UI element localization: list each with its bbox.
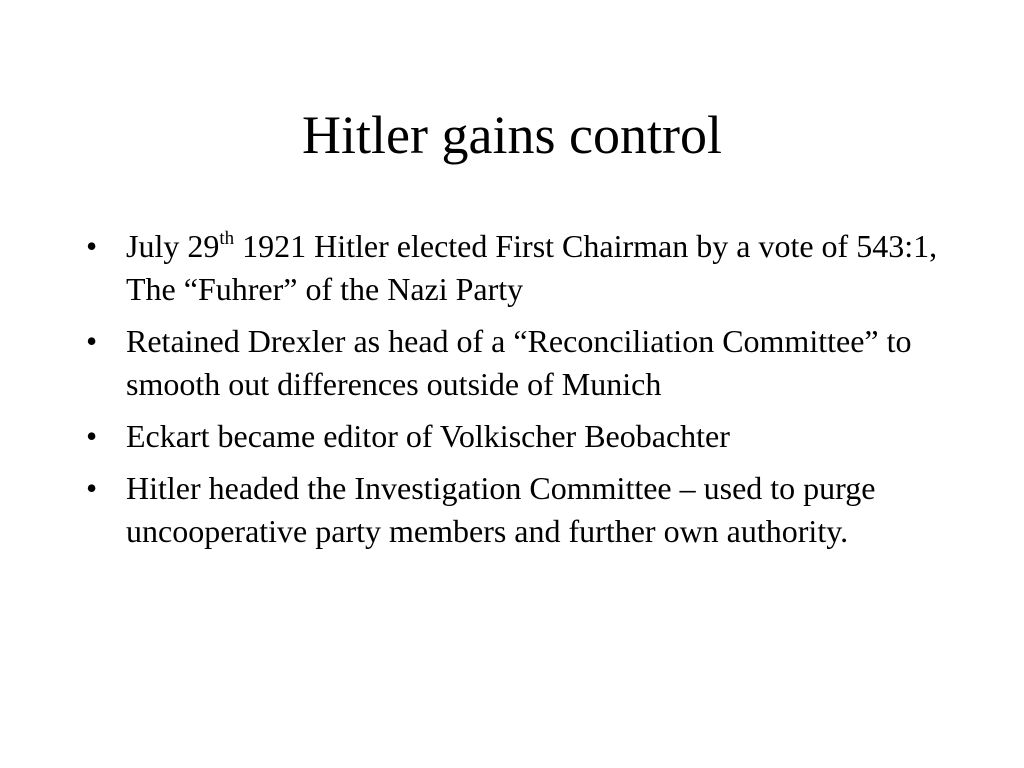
bullet-item-3 — [86, 415, 946, 458]
bullet-text-1-end: 1921 Hitler elected First Chairman by a vote of 543:1, The “Fuhrer” of the Nazi Party — [126, 228, 938, 307]
bullet-dot-icon: • — [86, 470, 98, 506]
bullet-item-1 — [86, 225, 946, 311]
bullet-list — [86, 225, 946, 562]
bullet-dot-icon: • — [86, 323, 98, 359]
bullet-text-1-start: July 29 — [126, 228, 220, 264]
bullet-text-3: Eckart became editor of Volkischer Beobachter — [126, 418, 730, 454]
slide-title: Hitler gains control — [302, 105, 722, 165]
bullet-text-1-superscript: th — [219, 228, 235, 249]
bullet-dot-icon: • — [86, 228, 98, 264]
bullet-item-2 — [86, 320, 946, 406]
bullet-dot-icon: • — [86, 418, 98, 454]
bullet-item-4 — [86, 467, 946, 553]
bullet-text-4: Hitler headed the Investigation Committee – used to purge uncooperative party members and further own authority. — [126, 470, 876, 549]
bullet-text-2: Retained Drexler as head of a “Reconciliation Committee” to smooth out differences outside of Munich — [126, 323, 912, 402]
